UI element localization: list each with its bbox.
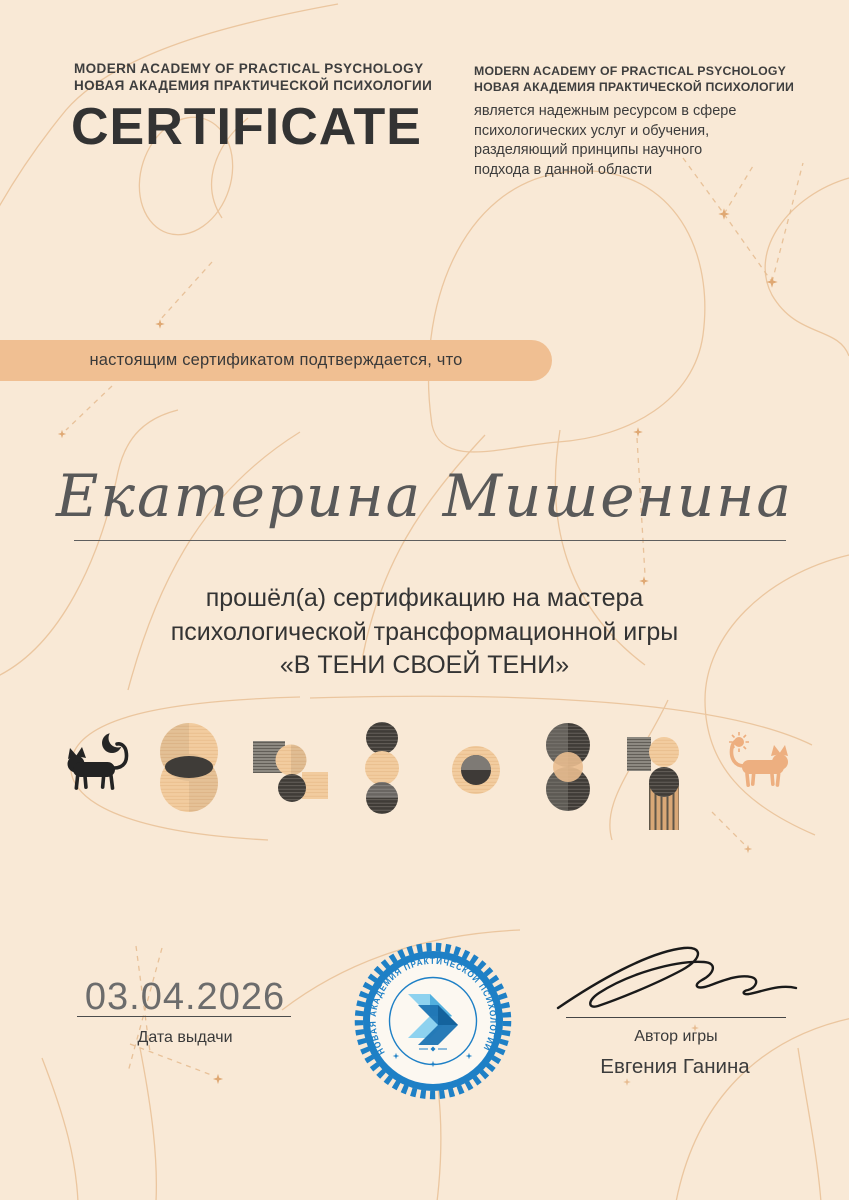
confirmation-banner-text: настоящим сертификатом подтверждается, что: [89, 351, 463, 369]
academy-description: является надежным ресурсом в сфере психологических услуг и обучения, разделяющий принципы научного подхода в данной области: [474, 103, 737, 178]
abstract-shape-2: [253, 741, 328, 802]
header-left: [74, 61, 474, 94]
abstract-shape-5: [546, 723, 590, 811]
seal-ring-text: НОВАЯ АКАДЕМИЯ ПРАКТИЧЕСКОЙ ПСИХОЛОГИИ: [367, 955, 499, 1057]
certification-statement: прошёл(а) сертификацию на мастера психологической трансформационной игры «В ТЕНИ СВОЕЙ ТЕНИ»: [170, 584, 679, 679]
header-right: [474, 64, 804, 180]
certificate-title: CERTIFICATE: [71, 98, 422, 156]
signature-icon: [552, 938, 812, 1018]
recipient-name-underline: [74, 540, 786, 541]
confirmation-banner: [0, 340, 552, 381]
academy-seal: [349, 937, 517, 1105]
issue-date-label: Дата выдачи: [137, 1029, 233, 1046]
issue-date-underline: [77, 1016, 291, 1017]
signature-role: Автор игры: [634, 1028, 718, 1045]
abstract-shape-6: [627, 737, 679, 830]
abstract-shape-3: [365, 722, 399, 814]
academy-name-en: MODERN ACADEMY OF PRACTICAL PSYCHOLOGY: [74, 61, 424, 76]
abstract-shape-4: [452, 746, 500, 794]
orange-cat-icon: [732, 740, 789, 787]
abstract-shape-1: [160, 723, 218, 812]
issue-date: 03.04.2026: [84, 976, 286, 1018]
academy-name-ru: НОВАЯ АКАДЕМИЯ ПРАКТИЧЕСКОЙ ПСИХОЛОГИИ: [74, 77, 433, 93]
academy-name-en-right: MODERN ACADEMY OF PRACTICAL PSYCHOLOGY: [474, 64, 787, 78]
academy-name-ru-right: НОВАЯ АКАДЕМИЯ ПРАКТИЧЕСКОЙ ПСИХОЛОГИИ: [474, 79, 795, 94]
signature-author-name: Евгения Ганина: [600, 1055, 750, 1078]
recipient-name: Екатерина Мишенина: [56, 462, 793, 530]
